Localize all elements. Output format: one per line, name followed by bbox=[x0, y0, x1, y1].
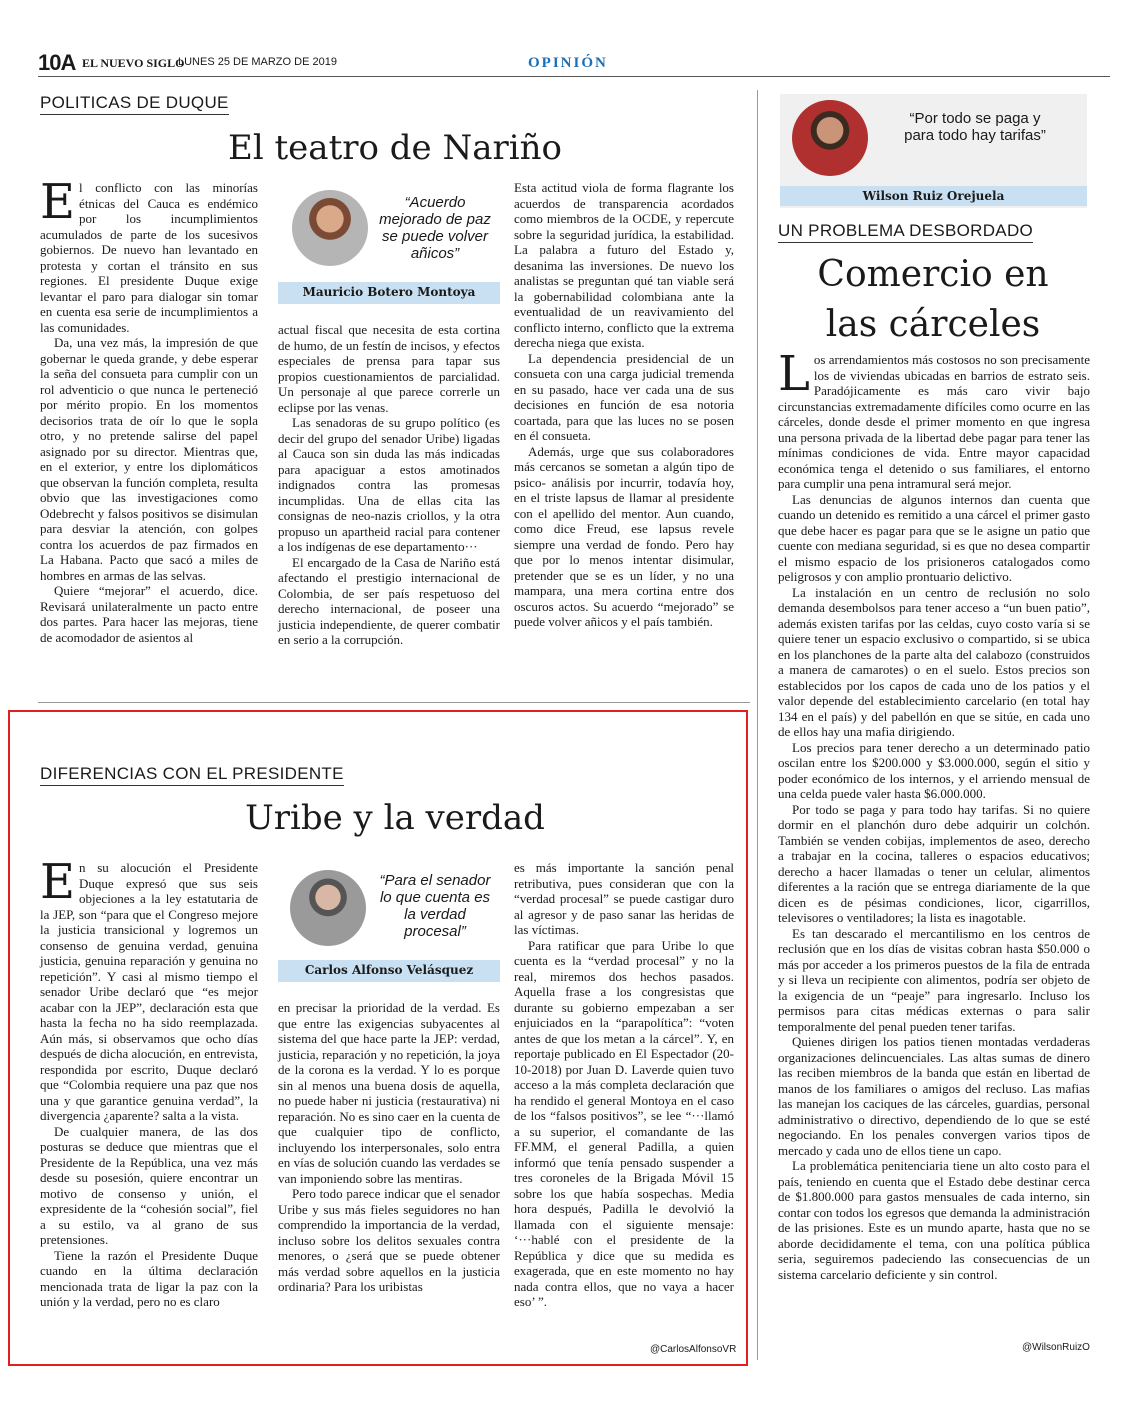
paragraph: Tiene la razón el Presidente Duque cuando en la última declaración mencionada trata de ligar la paz con la unión y la verdad, pero no es claro bbox=[40, 1247, 258, 1309]
article1-kicker: POLITICAS DE DUQUE bbox=[40, 93, 229, 115]
column-divider bbox=[757, 90, 758, 1360]
drop-cap: E bbox=[40, 854, 76, 910]
pull-quote: “Acuerdo mejorado de paz se puede volver añicos” bbox=[379, 194, 491, 262]
paragraph: De cualquier manera, de las dos posturas se deduce que mientras que el Presidente de la República, una vez más desde su posesión, quiere encontrar un motivo de consenso y unión, el expresidente de la “cohesión social”, fiel a su estilo, va al grano de sus pretensiones. bbox=[40, 1123, 258, 1247]
paragraph: Pero todo parece indicar que el senador Uribe y sus más fieles seguidores no han comprendido la importancia de la verdad, incluso sobre los delitos sexuales contra menores, o ¿será que se puede obtener más verdad sobre aquellos en la justicia ordinaria? Para los uribistas bbox=[278, 1186, 500, 1294]
article3-author-box bbox=[780, 94, 1087, 208]
article3-headline-line2: las cárceles bbox=[825, 304, 1041, 345]
paragraph: Las senadoras de su grupo político (es decir del grupo del senador Uribe) ligadas al Cauca son sin duda las más indicadas para apaciguar a estos amotinados indignados contra las promesas incumplidas. Una de ellas cita las consignas de neo-nazis criollos, y la otra propuso un apartheid racial para contener a los indígenas de ese departamento··· bbox=[278, 415, 500, 554]
article3-kicker: UN PROBLEMA DESBORDADO bbox=[778, 221, 1033, 243]
author-photo bbox=[292, 190, 368, 266]
author-name: Mauricio Botero Montoya bbox=[278, 282, 500, 304]
newspaper-name: EL NUEVO SIGLO bbox=[82, 56, 185, 70]
article2-column-2 bbox=[278, 1000, 500, 1295]
paragraph: n su alocución el Presidente Duque expresó que sus seis objeciones a la ley estatutaria de la JEP, son “para que el Congreso mejore la justicia transicional y logremos un consenso de genuina verdad, genuina justicia, genuina reparación y genuina no repetición”. Y casi al mismo tiempo el senador Uribe declaró que “es mejor acabar con la JEP”, declaración esta que hasta la fecha no ha sido reemplazada. Aún más, si observamos que ocho días después de dicha alocución, en entrevista, respondida por escrito, Duque declaró que “Colombia requiere una paz que nos una y que garantice genuina verdad”, la divergencia ¿aparente? salta a la vista. bbox=[40, 860, 258, 1123]
article1-headline: El teatro de Nariño bbox=[228, 128, 562, 168]
issue-date: LUNES 25 DE MARZO DE 2019 bbox=[178, 56, 337, 68]
pull-quote: “Por todo se paga y para todo hay tarifas” bbox=[904, 110, 1046, 144]
masthead-rule bbox=[38, 76, 1110, 77]
paragraph: Por todo se paga y para todo hay tarifas. Si no quiere dormir en el planchón duro debe adquirir un colchón. También se venden cobijas, implementos de aseo, derecho a trabajar en la cocina, talleres o espacios educativos; derecho a hacer llamadas o tener un celular, alimentos diferentes a la ración que se entrega diariamente de la que dicen es de pésimas condiciones, licor, cigarrillos, televisores o ventiladores; la lista es inagotable. bbox=[778, 801, 1090, 925]
page-number: 10A bbox=[38, 50, 76, 75]
paragraph: l conflicto con las minorías étnicas del Cauca es endémico por los incumplimientos acumulados de parte de los sucesivos gobiernos. De nuevo han levantado en protesta y cortan el tránsito en sus regiones. El presidente Duque exige levantar el paro para dialogar sin tomar en cuenta esa serie de incumplimientos a las comunidades. bbox=[40, 180, 258, 335]
section-title: OPINIÓN bbox=[528, 55, 608, 71]
paragraph: en precisar la prioridad de la verdad. Es que entre las exigencias subyacentes al sistema del que hace parte la JEP: verdad, justicia, reparación y no repetición, la joya de la corona es la verdad. Y lo es porque sin al menos una buena dosis de aquella, no puede haber ni justicia (restaurativa) ni reparación. No es sino caer en la cuenta de que cualquier tipo de conflicto, incluyendo los interpersonales, solo entra en vías de solución cuando las verdades se van imponiendo sobre las mentiras. bbox=[278, 1000, 500, 1186]
article1-author-box bbox=[278, 182, 500, 308]
paragraph: Esta actitud viola de forma flagrante los acuerdos de transparencia acordados como miembros de la OCDE, y repercute sobre la seguridad jurídica, la estabilidad. La palabra a futuro del Estado y, desanima las inversiones. De nuevo los analistas se preguntan qué tan viable será la gobernabilidad colombiana ante la eventualidad de un reavivamiento del conflicto interno, conflicto que la extrema derecha niega que exista. bbox=[514, 180, 734, 350]
paragraph: Las denuncias de algunos internos dan cuenta que cuando un detenido es remitido a una cárcel el primer gasto que debe hacer es pagar para que se le asigne un patio que cuente con mediana seguridad, si es que no desea compartir el mismo espacio de los prisioneros catalogados como peligrosos y con amplio prontuario delictivo. bbox=[778, 491, 1090, 584]
paragraph: Además, urge que sus colaboradores más cercanos se sometan a algún tipo de psico- análisis por incurrir, todavía hoy, en el triste lapsus de llamar al presidente con el apellido del mentor. Aun cuando, como dice Freud, ese lapsus revele siempre una verdad de fondo. Pero hay que por lo menos intentar disimular, pretender que se es un líder, y no una mampara, una mera cortina entre dos oscuros actos. Su acuerdo “mejorado” se puede volver añicos y el país también. bbox=[514, 443, 734, 629]
paragraph: El encargado de la Casa de Nariño está afectando el prestigio internacional de Colombia, de ser país respetuoso del derecho internacional, de poseer una justicia independiente, de querer combatir en serio a la corrupción. bbox=[278, 554, 500, 647]
paragraph: La dependencia presidencial de un consueta con una carga judicial tremenda en su pasado, hace ver cada una de sus decisiones en función de esa notoria coartada, para que las luces no se posen en él consueta. bbox=[514, 350, 734, 443]
paragraph: La problemática penitenciaria tiene un alto costo para el país, teniendo en cuenta que el Estado debe destinar cerca de $1.800.000 para gastos mensuales de cada interno, sin contar con todos los egresos que demanda la administración de las prisiones. Este es un mundo aparte, hasta que no se aborde decididamente el tema, con una política pública seria, seguiremos padeciendo las consecuencias de un sistema carcelario deficiente y sin control. bbox=[778, 1158, 1090, 1282]
article2-author-box bbox=[278, 862, 500, 984]
masthead bbox=[38, 50, 1108, 76]
article1-column-3 bbox=[514, 180, 734, 630]
pull-quote: “Para el senador lo que cuenta es la verdad procesal” bbox=[379, 872, 491, 940]
author-photo bbox=[792, 100, 868, 176]
paragraph: Quiere “mejorar” el acuerdo, dice. Revisará unilateralmente un pacto entre dos partes. Para hacer las mejoras, tiene de acomodador de asientos al bbox=[40, 583, 258, 645]
paragraph: La instalación en un centro de reclusión no solo demanda desembolsos para tener acceso a “un buen patio”, además existen tarifas por las celdas, cuyo costo varía si se quiere tener un espacio exclusivo o compartido, si se ubica en los planchones de la parte alta del calabozo (construidos a manera de camarotes) o en el suelo. Estos precios son establecidos por los capos de cada uno de los patios y el valor depende del establecimiento carcelario (en total hay 134 en el país) y del pabellón en que se sitúe, en cada uno de ellos hay una mafia dirigiendo. bbox=[778, 584, 1090, 739]
article2-column-3 bbox=[514, 860, 734, 1310]
paragraph: os arrendamientos más costosos no son precisamente los de viviendas ubicadas en barrios de estrato seis. Paradójicamente es más caro vivir bajo circunstancias extremadamente difíciles como ocurre en las cárceles, donde desde el primer momento en que ingresa una persona privada de la libertad debe pagar para tener las mínimas condiciones de vida. Entre mayor capacidad económica tenga el detenido o sus familiares, el entorno para cumplir una pena intramural será mejor. bbox=[778, 352, 1090, 491]
paragraph: Para ratificar que para Uribe lo que cuenta es la “verdad procesal” y no la real, miremos dos hechos pasados. Aquella frase a los congresistas que durante su gobierno empezaban a ser enjuiciados en la “parapolítica”: “voten antes de que los metan a la cárcel”. Y, en reportaje publicado en El Espectador (20-10-2018) por Juan D. Laverde quien tuvo acceso a la más completa declaración que ha rendido el general Montoya en el caso de los “falsos positivos”, se lee “···llamó a su superior, el comandante de las FF.MM, el general Padilla, a quien informó que tenía pensado suspender a tres coroneles de la Brigada Móvil 15 sobre los que había sospechas. Media hora después, Padilla le devolvió la llamada con el siguiente mensaje: ‘···hablé con el presidente de la República y dice que su medida es exagerada, que en este momento no hay nada contra ellos, que no vaya a hacer eso’ ”. bbox=[514, 937, 734, 1309]
paragraph: Es tan descarado el mercantilismo en los centros de reclusión que en los días de visitas cobran hasta $50.000 o más por acceder a los primeros puestos de la fila de entrada y si lleva un recipiente con alimentos, podría ser objeto de la exigencia de un “peaje” para ingresarlo. Incluso los permisos para citas médicas externas o para salir temporalmente del penal pueden tener tarifas. bbox=[778, 925, 1090, 1034]
article-divider bbox=[38, 702, 750, 703]
article1-column-1 bbox=[40, 174, 258, 645]
paragraph: es más importante la sanción penal retributiva, pues consideran que con la “verdad procesal” se puede castigar duro al agresor y de paso sanar las heridas de las víctimas. bbox=[514, 860, 734, 937]
article2-headline: Uribe y la verdad bbox=[245, 798, 545, 838]
article2-column-1 bbox=[40, 854, 258, 1310]
drop-cap: L bbox=[778, 346, 810, 402]
paragraph: actual fiscal que necesita de esta cortina de humo, de un festín de incisos, y efectos especiales de prensa para tapar sus propios cuestionamientos de parcialidad. Un personaje al que parece correrle un eclipse por las venas. bbox=[278, 322, 500, 415]
author-handle: @WilsonRuizO bbox=[1022, 1342, 1090, 1353]
paragraph: Da, una vez más, la impresión de que gobernar le queda grande, y debe esperar la seña del consueta para cumplir con un rol adventicio o que nunca le perteneció por mérito propio. En los momentos decisorios trata de oír lo que le sopla otro, y no pretende salirse del papel asignado por su director. Mientras que, en el exterior, y entre los diplomáticos que observan la función completa, resulta obvio que las investigaciones como Odebrecht y falsos positivos se disimulan para desviar la atención, con golpes contra los acuerdos de paz firmados en La Habana. Pacto que sacó a miles de hombres en armas de las selvas. bbox=[40, 335, 258, 583]
author-name: Wilson Ruiz Orejuela bbox=[780, 186, 1087, 206]
paragraph: Los precios para tener derecho a un determinado patio oscilan entre los $200.000 y $3.000.000, según el sitio y poder económico de los internos, y el arriendo mensual de una celda puede valer hasta $6.000.000. bbox=[778, 739, 1090, 801]
article1-column-2 bbox=[278, 322, 500, 648]
article3-column bbox=[778, 346, 1090, 1282]
article2-kicker: DIFERENCIAS CON EL PRESIDENTE bbox=[40, 764, 344, 786]
author-photo bbox=[290, 870, 366, 946]
author-name: Carlos Alfonso Velásquez bbox=[278, 960, 500, 982]
article3-headline-line1: Comercio en bbox=[817, 254, 1049, 295]
author-handle: @CarlosAlfonsoVR bbox=[650, 1344, 737, 1355]
drop-cap: E bbox=[40, 174, 76, 230]
paragraph: Quienes dirigen los patios tienen montadas verdaderas organizaciones delincuenciales. Las altas sumas de dinero las reciben miembros de la banda que están en libertad de manos de los familiares o amigos del recluso. Las mafias las manejan los caciques de las cárceles, guardias, personal administrativo o directivo, dependiendo de lo que se esté negociando. En los penales convergen varios tipos de mercado y cada uno de ellos tiene un capo. bbox=[778, 1034, 1090, 1158]
